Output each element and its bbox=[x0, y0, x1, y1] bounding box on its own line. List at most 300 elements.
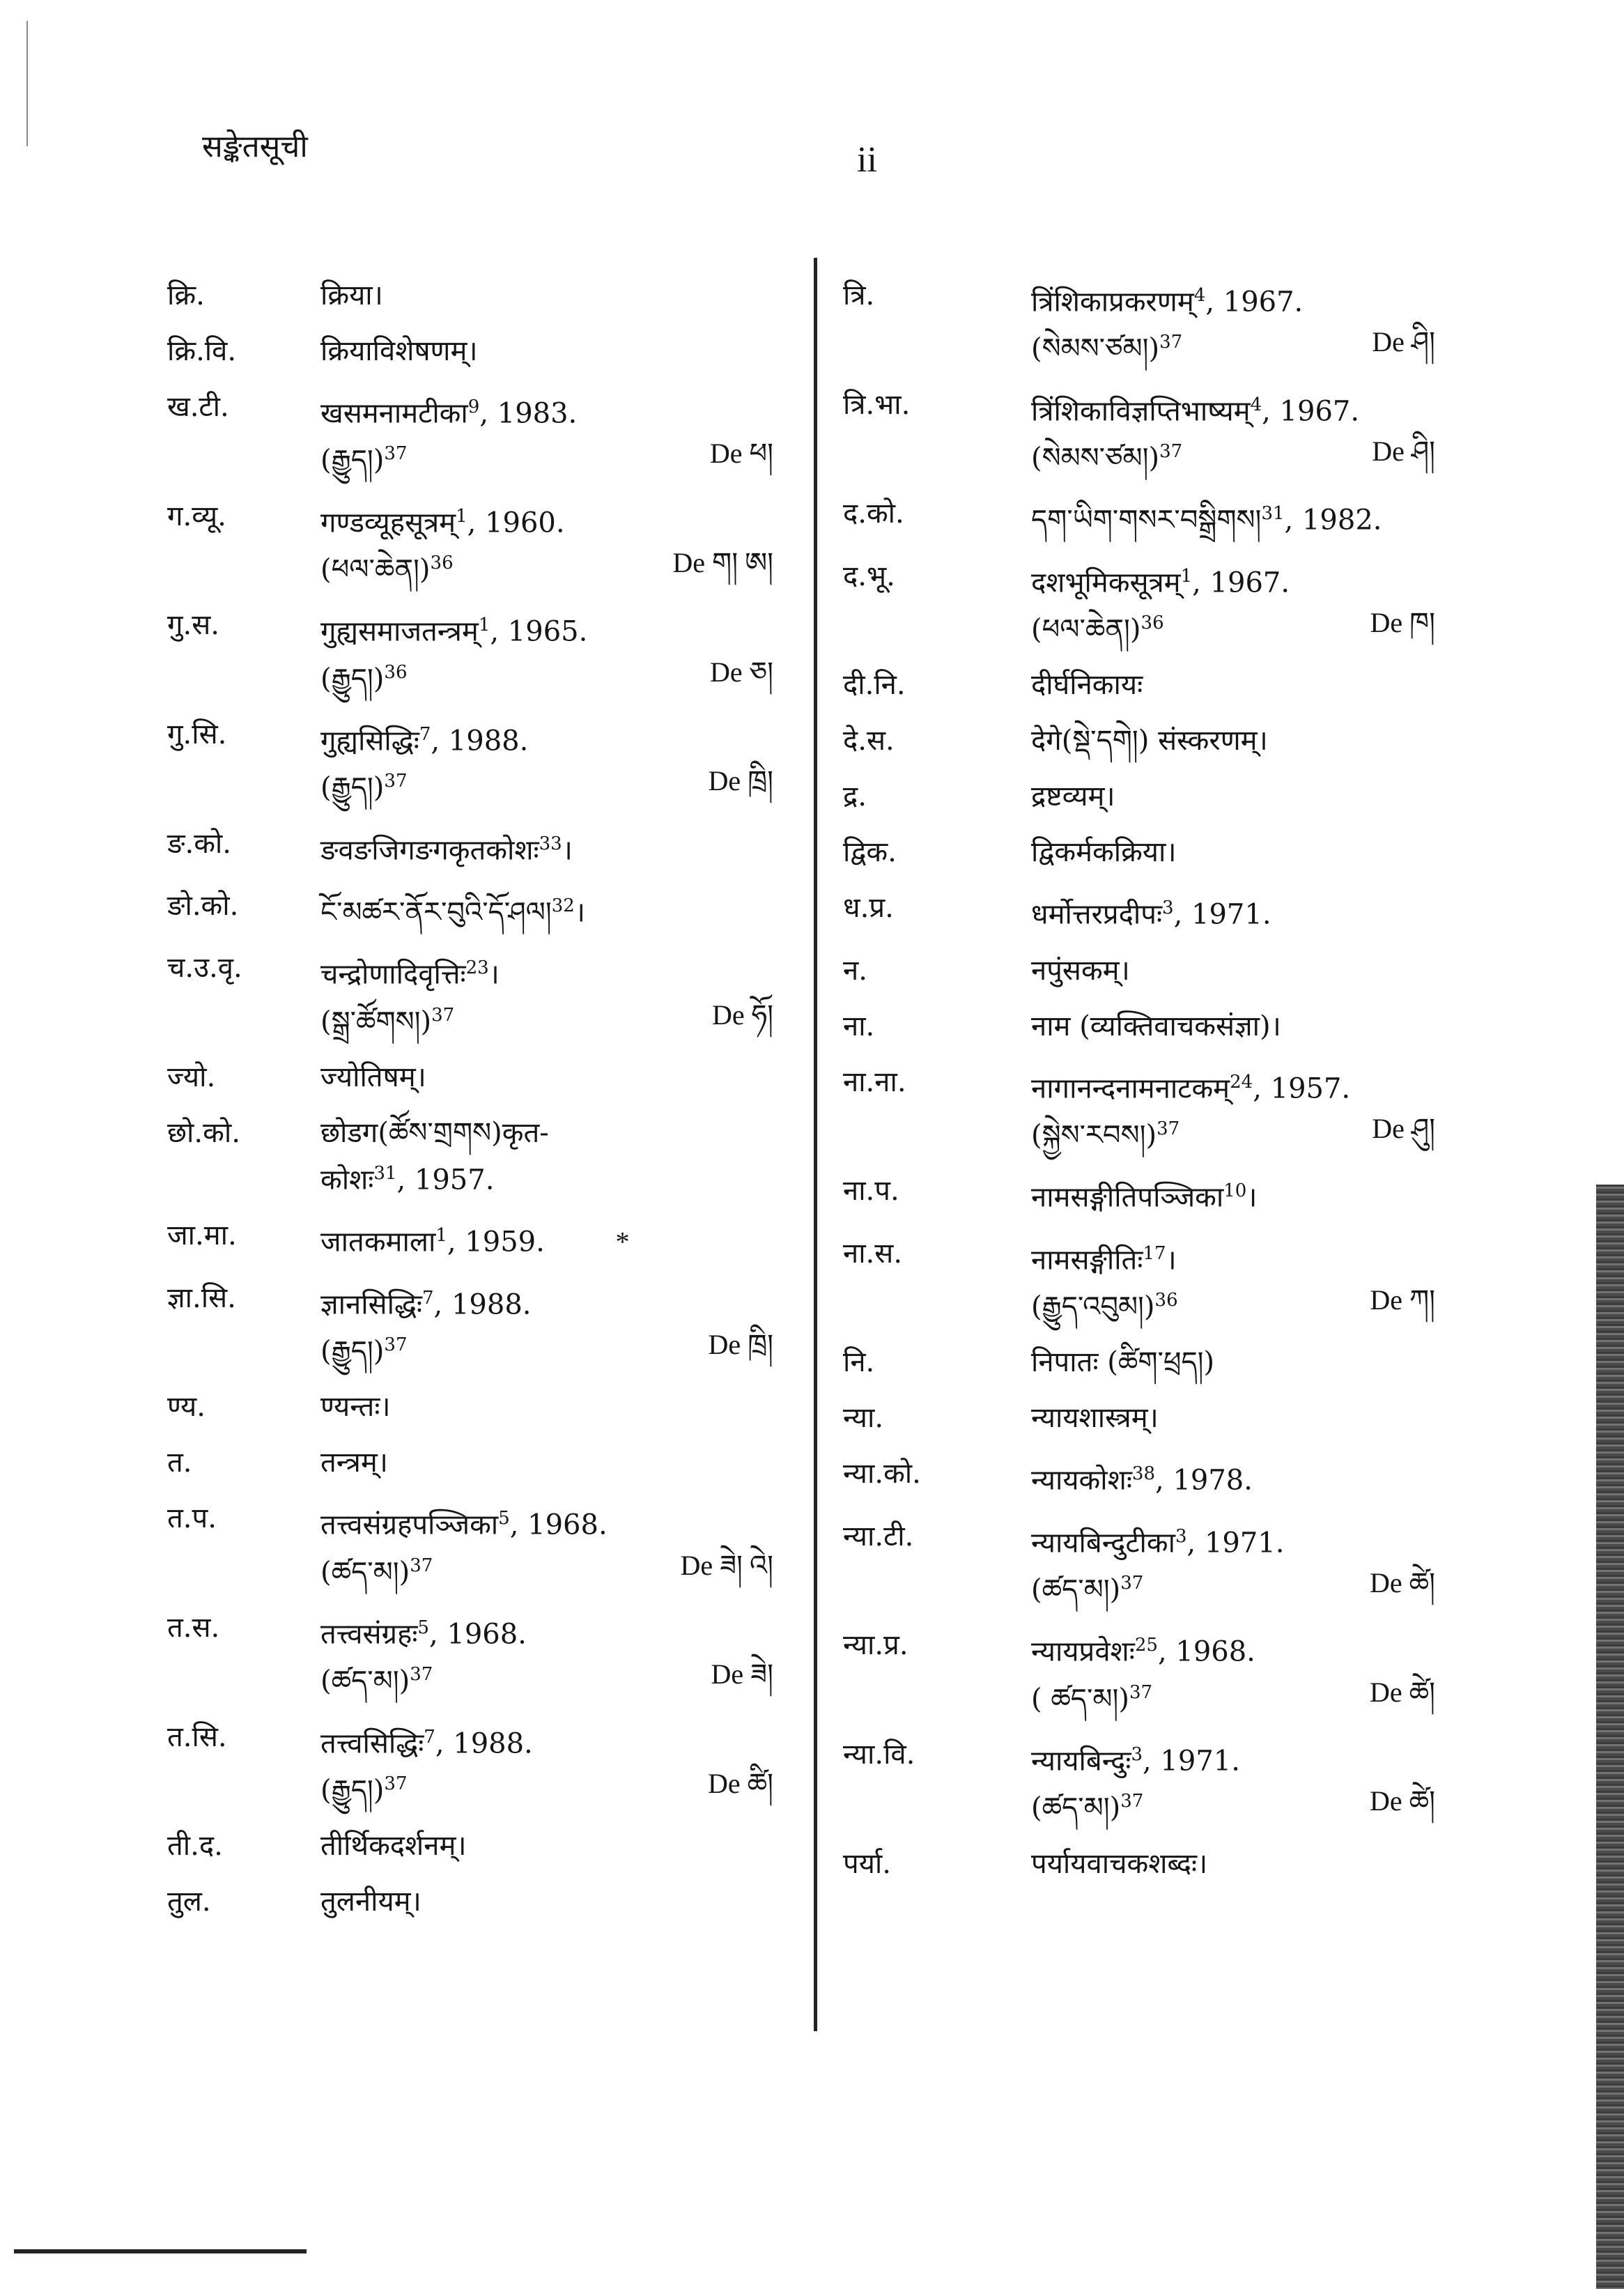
entry-text: དག་ཡིག་གསར་བསྒྲིགས། bbox=[1031, 504, 1262, 537]
tibetan-section-superscript: 37 bbox=[1120, 1791, 1144, 1812]
entry-body bbox=[1031, 665, 1456, 705]
entry-body bbox=[1031, 1516, 1456, 1610]
abbreviation-entry bbox=[167, 331, 794, 371]
tibetan-section bbox=[320, 652, 408, 699]
right-column bbox=[843, 275, 1456, 1899]
entry-abbreviation: न्या. bbox=[843, 1402, 884, 1435]
entry-superscript: 3 bbox=[1131, 1743, 1143, 1765]
entry-text: तुलनीयम्। bbox=[320, 1886, 422, 1918]
entry-body bbox=[1031, 1171, 1456, 1217]
tibetan-section-name: (རྒྱུད།) bbox=[320, 1335, 385, 1368]
entry-abbreviation: त. bbox=[167, 1447, 192, 1479]
entry-text: तत्त्वसिद्धिः bbox=[320, 1727, 424, 1759]
abbreviation-entry bbox=[167, 1881, 794, 1922]
entry-abbreviation: पर्या. bbox=[843, 1847, 891, 1880]
entry-text: देगे(སྡེ་དགེ།) संस्करणम्। bbox=[1031, 725, 1268, 757]
entry-reference-row bbox=[320, 1546, 794, 1592]
derge-reference: De ཁྲི། bbox=[708, 765, 773, 797]
entry-title bbox=[320, 605, 794, 652]
entry-text: ण्यन्तः। bbox=[320, 1391, 391, 1424]
abbreviation-entry bbox=[843, 275, 1456, 369]
tibetan-section bbox=[320, 1546, 433, 1592]
entry-abbreviation: न्या.प्र. bbox=[843, 1629, 908, 1662]
abbreviation-entry bbox=[167, 1498, 794, 1592]
entry-text: न्यायशास्त्रम्। bbox=[1031, 1402, 1159, 1435]
entry-body bbox=[320, 1215, 794, 1262]
abbreviation-entry bbox=[167, 1608, 794, 1702]
entry-suffix: , 1971. bbox=[1173, 898, 1271, 931]
entry-body bbox=[320, 1387, 794, 1427]
entry-superscript: 7 bbox=[424, 1726, 435, 1748]
entry-title bbox=[1031, 1342, 1456, 1382]
derge-reference: De ཤུ། bbox=[1372, 1112, 1435, 1144]
entry-superscript: 1 bbox=[435, 1225, 447, 1247]
abbreviation-entry bbox=[167, 1717, 794, 1811]
entry-body bbox=[1031, 1398, 1456, 1438]
entry-title bbox=[1031, 1454, 1456, 1500]
entry-body bbox=[1031, 1625, 1456, 1719]
entry-abbreviation: द्र. bbox=[843, 780, 867, 813]
entry-reference-row bbox=[1031, 1280, 1456, 1327]
entry-superscript: 32 bbox=[551, 895, 575, 916]
entry-superscript: 9 bbox=[467, 396, 480, 417]
entry-body bbox=[1031, 832, 1456, 872]
tibetan-section-superscript: 37 bbox=[1159, 332, 1183, 353]
entry-abbreviation: ध.प्र. bbox=[843, 892, 894, 925]
tibetan-section bbox=[1031, 1672, 1152, 1719]
entry-body bbox=[320, 331, 794, 371]
entry-title bbox=[1031, 1233, 1456, 1280]
entry-title bbox=[320, 275, 794, 316]
entry-title bbox=[320, 1113, 794, 1153]
entry-body bbox=[320, 496, 794, 590]
entry-body bbox=[1031, 1454, 1456, 1500]
entry-text: ངོ་མཚར་ནོར་བུའི་དོ་ཤལ། bbox=[320, 896, 552, 929]
tibetan-section-superscript: 37 bbox=[1120, 1572, 1144, 1594]
tibetan-section-superscript: 37 bbox=[410, 1664, 433, 1686]
entry-text: न्यायप्रवेशः bbox=[1031, 1635, 1135, 1668]
entry-suffix: , 1960. bbox=[467, 506, 565, 539]
entry-abbreviation: द.को. bbox=[843, 498, 904, 530]
entry-title bbox=[1031, 1062, 1456, 1109]
entry-suffix: , 1971. bbox=[1143, 1745, 1240, 1778]
abbreviation-entry bbox=[167, 387, 794, 481]
entry-abbreviation: त.प. bbox=[167, 1502, 217, 1535]
entry-reference-row bbox=[1031, 1781, 1456, 1828]
entry-abbreviation: द.भू. bbox=[843, 560, 895, 592]
abbreviation-entry bbox=[167, 1826, 794, 1866]
entry-abbreviation: ङ.को. bbox=[167, 827, 231, 860]
entry-suffix: , 1957. bbox=[396, 1164, 495, 1196]
abbreviation-entry bbox=[843, 1006, 1456, 1047]
entry-title bbox=[1031, 950, 1456, 991]
entry-title bbox=[1031, 776, 1456, 817]
derge-reference: De ཁ། bbox=[1370, 606, 1435, 638]
tibetan-section-superscript: 37 bbox=[1159, 440, 1183, 462]
entry-text: तन्त्रम्। bbox=[320, 1447, 388, 1479]
entry-text: ङवङजिगङगकृतकोशः bbox=[320, 833, 539, 866]
entry-superscript: 4 bbox=[1250, 394, 1262, 415]
entry-suffix: । bbox=[488, 958, 500, 991]
entry-body bbox=[320, 1608, 794, 1702]
entry-superscript: 25 bbox=[1134, 1635, 1158, 1656]
abbreviation-entry bbox=[167, 1215, 794, 1262]
derge-reference: De ཚེ། bbox=[1369, 1566, 1435, 1598]
entry-suffix: , 1988. bbox=[433, 1288, 532, 1320]
entry-superscript: 4 bbox=[1193, 285, 1206, 306]
entry-abbreviation: त्रि. bbox=[843, 279, 875, 311]
running-header: सङ्केतसूची bbox=[202, 129, 308, 164]
entry-text: ज्योतिषम्। bbox=[320, 1061, 426, 1093]
entry-text: न्यायबिन्दुः bbox=[1031, 1745, 1131, 1778]
abbreviation-entry bbox=[843, 950, 1456, 991]
entry-reference-row bbox=[320, 1654, 794, 1701]
entry-suffix: , 1965. bbox=[490, 615, 588, 648]
entry-reference-row bbox=[1031, 322, 1456, 369]
entry-body bbox=[320, 948, 794, 1042]
entry-text: खसमनामटीका bbox=[320, 397, 468, 430]
tibetan-section-superscript: 37 bbox=[431, 1004, 455, 1026]
entry-text: तीर्थिकदर्शनम्। bbox=[320, 1830, 467, 1863]
entry-abbreviation: न्या.टी. bbox=[843, 1520, 914, 1552]
tibetan-section bbox=[320, 1764, 408, 1810]
entry-abbreviation: ज्यो. bbox=[167, 1061, 216, 1093]
entry-abbreviation: ण्य. bbox=[167, 1391, 206, 1424]
derge-reference: De ཅ། bbox=[710, 656, 773, 688]
entry-abbreviation: द्विक. bbox=[843, 836, 897, 869]
entry-body bbox=[320, 1717, 794, 1811]
entry-text: गुह्यसमाजतन्त्रम् bbox=[320, 615, 479, 648]
entry-suffix: , 1978. bbox=[1155, 1464, 1253, 1497]
abbreviation-entry bbox=[843, 1233, 1456, 1327]
entry-superscript: 7 bbox=[419, 723, 431, 745]
entry-title bbox=[320, 886, 794, 932]
abbreviation-entry bbox=[843, 493, 1456, 540]
entry-body bbox=[1031, 776, 1456, 817]
tibetan-section bbox=[1031, 322, 1182, 369]
entry-superscript: 31 bbox=[373, 1162, 397, 1184]
abbreviation-entry bbox=[843, 1342, 1456, 1382]
entry-title bbox=[320, 714, 794, 761]
entry-superscript: 5 bbox=[498, 1508, 510, 1529]
entry-suffix: , 1957. bbox=[1253, 1072, 1351, 1104]
entry-title bbox=[1031, 832, 1456, 872]
abbreviation-entry bbox=[167, 605, 794, 699]
tibetan-section-name: (ཕལ་ཆེན།) bbox=[320, 553, 431, 586]
entry-abbreviation: ख.टी. bbox=[167, 391, 229, 423]
column-divider bbox=[814, 258, 817, 2031]
entry-body bbox=[1031, 1233, 1456, 1327]
entry-title bbox=[1031, 1398, 1456, 1438]
entry-body bbox=[320, 275, 794, 316]
derge-reference: De ཚི། bbox=[707, 1767, 773, 1799]
entry-superscript: 1 bbox=[1180, 565, 1193, 587]
entry-suffix: , 1982. bbox=[1284, 504, 1382, 537]
tibetan-section bbox=[320, 761, 408, 808]
entry-abbreviation: ना. bbox=[843, 1010, 875, 1042]
entry-body bbox=[320, 605, 794, 699]
entry-abbreviation: गु.स. bbox=[167, 609, 219, 642]
entry-abbreviation: ना.ना. bbox=[843, 1065, 906, 1098]
derge-reference: De ཀ། bbox=[1370, 1284, 1435, 1316]
entry-title-continued bbox=[320, 1153, 794, 1200]
entry-reference-row bbox=[320, 995, 794, 1042]
tibetan-section-name: (རྒྱུད་འབུམ།) bbox=[1031, 1290, 1155, 1323]
entry-text: न्यायकोशः bbox=[1031, 1464, 1132, 1497]
entry-body bbox=[1031, 720, 1456, 761]
entry-abbreviation: ना.स. bbox=[843, 1237, 903, 1270]
derge-reference: De ག། ཨ། bbox=[672, 546, 773, 578]
entry-suffix: , 1967. bbox=[1262, 394, 1360, 427]
entry-reference-row bbox=[1031, 1563, 1456, 1610]
derge-reference: De ཁྲི། bbox=[708, 1328, 773, 1360]
entry-title bbox=[1031, 1516, 1456, 1563]
entry-marker: * bbox=[615, 1226, 630, 1258]
entry-body bbox=[320, 1498, 794, 1592]
tibetan-section-name: (སེམས་ཙམ།) bbox=[1031, 442, 1160, 475]
entry-abbreviation: त्रि.भा. bbox=[843, 388, 911, 421]
entry-superscript: 7 bbox=[422, 1287, 434, 1309]
tibetan-section-name: (ཕལ་ཆེན།) bbox=[1031, 613, 1141, 646]
entry-suffix: , 1988. bbox=[435, 1727, 533, 1759]
entry-body bbox=[1031, 1844, 1456, 1884]
entry-abbreviation: ती.द. bbox=[167, 1830, 223, 1863]
entry-body bbox=[1031, 950, 1456, 991]
entry-title bbox=[1031, 1006, 1456, 1047]
entry-title bbox=[320, 1826, 794, 1866]
entry-reference-row bbox=[320, 1325, 794, 1371]
derge-reference: De ཟེ། bbox=[711, 1658, 773, 1690]
tibetan-section bbox=[320, 433, 408, 480]
abbreviation-entry bbox=[843, 556, 1456, 650]
entry-text: नामसङ्गीतिपञ्जिका bbox=[1031, 1181, 1224, 1214]
entry-title bbox=[320, 1881, 794, 1922]
entry-superscript: 3 bbox=[1162, 897, 1174, 919]
entry-suffix: । bbox=[1246, 1181, 1258, 1214]
derge-reference: De ཚེ། bbox=[1369, 1785, 1435, 1817]
entry-suffix: , 1968. bbox=[509, 1509, 608, 1541]
entry-text: त्रिंशिकाविज्ञप्तिभाष्यम् bbox=[1031, 394, 1251, 427]
entry-text: तत्त्वसंग्रहः bbox=[320, 1618, 418, 1651]
tibetan-section bbox=[1031, 1280, 1178, 1327]
entry-title bbox=[1031, 275, 1456, 322]
entry-reference-row bbox=[320, 652, 794, 699]
entry-text: चन्द्रोणादिवृत्तिः bbox=[320, 958, 466, 991]
abbreviation-entry bbox=[843, 1516, 1456, 1610]
entry-title bbox=[320, 1278, 794, 1325]
entry-reference-row bbox=[1031, 431, 1456, 478]
entry-body bbox=[1031, 1062, 1456, 1156]
abbreviation-entry bbox=[167, 1113, 794, 1200]
entry-title bbox=[320, 1215, 794, 1262]
entry-body bbox=[320, 1442, 794, 1483]
abbreviation-entry bbox=[843, 1062, 1456, 1156]
entry-abbreviation: दी.नि. bbox=[843, 669, 906, 702]
abbreviation-entry bbox=[167, 496, 794, 590]
entry-title bbox=[1031, 1171, 1456, 1217]
entry-title bbox=[320, 1387, 794, 1427]
abbreviation-entry bbox=[843, 1454, 1456, 1500]
tibetan-section-name: (སེམས་ཙམ།) bbox=[1031, 332, 1160, 365]
entry-abbreviation: नि. bbox=[843, 1346, 875, 1379]
tibetan-section-superscript: 36 bbox=[1154, 1289, 1178, 1311]
entry-suffix: , 1967. bbox=[1205, 286, 1304, 318]
entry-superscript: 3 bbox=[1175, 1525, 1187, 1547]
entry-abbreviation: त.स. bbox=[167, 1611, 220, 1644]
abbreviation-entry bbox=[843, 1844, 1456, 1884]
entry-superscript: 1 bbox=[478, 615, 490, 636]
entry-body bbox=[1031, 493, 1456, 540]
abbreviation-entry bbox=[167, 824, 794, 870]
entry-body bbox=[1031, 1342, 1456, 1382]
entry-suffix: , 1967. bbox=[1192, 566, 1290, 599]
entry-title bbox=[320, 496, 794, 543]
entry-text: दीर्घनिकायः bbox=[1031, 669, 1143, 702]
entry-text: नाम (व्यक्तिवाचकसंज्ञा)। bbox=[1031, 1010, 1281, 1042]
entry-abbreviation: न्या.को. bbox=[843, 1458, 921, 1490]
derge-reference: De ཕ། bbox=[709, 438, 773, 470]
entry-title bbox=[320, 1717, 794, 1764]
entry-superscript: 31 bbox=[1261, 503, 1285, 525]
tibetan-section-name: (རྒྱུད།) bbox=[320, 1774, 385, 1807]
tibetan-section-name: (སྒྲ་ཚོགས།) bbox=[320, 1005, 432, 1038]
entry-superscript: 33 bbox=[539, 833, 562, 854]
entry-abbreviation: न. bbox=[843, 954, 867, 987]
entry-abbreviation: त.सि. bbox=[167, 1720, 227, 1753]
entry-title bbox=[1031, 888, 1456, 934]
entry-body bbox=[320, 1113, 794, 1200]
abbreviation-entry bbox=[167, 1387, 794, 1427]
entry-abbreviation: क्रि. bbox=[167, 279, 205, 311]
entry-text: तत्त्वसंग्रहपञ्जिका bbox=[320, 1509, 499, 1541]
abbreviation-entry bbox=[843, 385, 1456, 479]
entry-suffix: , 1983. bbox=[479, 397, 578, 430]
entry-text: नपुंसकम्। bbox=[1031, 954, 1130, 987]
entry-abbreviation: च.उ.वृ. bbox=[167, 952, 242, 985]
entry-text: गण्डव्यूहसूत्रम् bbox=[320, 506, 456, 539]
entry-text: द्रष्टव्यम्। bbox=[1031, 780, 1115, 813]
entry-text: धर्मोत्तरप्रदीपः bbox=[1031, 898, 1163, 931]
entry-body bbox=[320, 387, 794, 481]
entry-superscript: 5 bbox=[417, 1617, 429, 1638]
abbreviation-entry bbox=[843, 888, 1456, 934]
entry-suffix: , 1971. bbox=[1186, 1526, 1285, 1559]
entry-text: छोडग(ཚོས་གྲགས)कृत- bbox=[320, 1116, 549, 1149]
entry-body bbox=[1031, 1734, 1456, 1828]
entry-suffix: , 1988. bbox=[431, 725, 529, 757]
entry-text-continued: कोशः bbox=[320, 1164, 374, 1196]
tibetan-section-superscript: 37 bbox=[1129, 1681, 1153, 1703]
entry-superscript: 1 bbox=[456, 505, 467, 527]
entry-text: निपातः (ཚིག་ཕྲད།) bbox=[1031, 1346, 1215, 1379]
tibetan-section bbox=[1031, 1109, 1180, 1155]
entry-reference-row bbox=[1031, 1109, 1456, 1155]
entry-body bbox=[320, 1881, 794, 1922]
abbreviation-entry bbox=[843, 832, 1456, 872]
entry-reference-row bbox=[320, 1764, 794, 1810]
entry-title bbox=[320, 1608, 794, 1654]
tibetan-section bbox=[320, 1325, 408, 1371]
tibetan-section-name: (རྒྱུད།) bbox=[320, 771, 385, 804]
derge-reference: De ཤི། bbox=[1372, 326, 1435, 358]
scan-edge-shadow bbox=[1596, 1185, 1624, 2289]
entry-reference-row bbox=[1031, 603, 1456, 649]
entry-title bbox=[1031, 1625, 1456, 1672]
entry-title bbox=[1031, 493, 1456, 540]
abbreviation-entry bbox=[167, 275, 794, 316]
tibetan-section bbox=[320, 1654, 433, 1701]
tibetan-section bbox=[1031, 1563, 1143, 1610]
entry-title bbox=[320, 1057, 794, 1097]
abbreviation-entry bbox=[843, 665, 1456, 705]
entry-abbreviation: ना.प. bbox=[843, 1175, 899, 1208]
entry-suffix: । bbox=[1166, 1243, 1177, 1276]
tibetan-section bbox=[1031, 1781, 1143, 1828]
abbreviation-entry bbox=[167, 886, 794, 932]
entry-title bbox=[1031, 720, 1456, 761]
entry-suffix: । bbox=[562, 833, 573, 866]
tibetan-section-superscript: 37 bbox=[1157, 1118, 1180, 1139]
entry-abbreviation: न्या.वि. bbox=[843, 1738, 915, 1771]
tibetan-section-name: ( ཚད་མ།) bbox=[1031, 1682, 1129, 1715]
abbreviation-entry bbox=[167, 1057, 794, 1097]
entry-title bbox=[1031, 385, 1456, 431]
entry-body bbox=[320, 1278, 794, 1372]
entry-abbreviation: ग.व्यू. bbox=[167, 500, 226, 532]
derge-reference: De ཧོ། bbox=[711, 999, 773, 1031]
tibetan-section-superscript: 36 bbox=[430, 552, 454, 573]
tibetan-section bbox=[320, 995, 454, 1042]
entry-text: पर्यायवाचकशब्दः। bbox=[1031, 1847, 1208, 1880]
page-number: ii bbox=[857, 140, 877, 180]
entry-body bbox=[1031, 385, 1456, 479]
entry-text: क्रियाविशेषणम्। bbox=[320, 335, 478, 367]
entry-title bbox=[320, 948, 794, 994]
entry-title bbox=[320, 387, 794, 433]
entry-text: गुह्यसिद्धिः bbox=[320, 725, 419, 757]
abbreviation-entry bbox=[843, 1625, 1456, 1719]
tibetan-section-name: (ཚད་མ།) bbox=[1031, 1573, 1121, 1606]
tibetan-section-name: (ཚད་མ།) bbox=[1031, 1791, 1121, 1824]
tibetan-section-superscript: 37 bbox=[384, 1334, 408, 1355]
entry-superscript: 17 bbox=[1143, 1242, 1166, 1264]
entry-title bbox=[320, 1442, 794, 1483]
entry-reference-row bbox=[320, 543, 794, 589]
entry-reference-row bbox=[320, 761, 794, 808]
tibetan-section-name: (སྐྱེས་རབས།) bbox=[1031, 1119, 1157, 1152]
entry-reference-row bbox=[1031, 1672, 1456, 1719]
tibetan-section bbox=[320, 543, 454, 589]
entry-text: क्रिया। bbox=[320, 279, 383, 311]
entry-body bbox=[320, 824, 794, 870]
entry-title bbox=[320, 1498, 794, 1545]
entry-superscript: 23 bbox=[465, 957, 489, 979]
entry-abbreviation: छो.को. bbox=[167, 1116, 240, 1149]
tibetan-section-superscript: 37 bbox=[410, 1555, 433, 1576]
tibetan-section-superscript: 37 bbox=[384, 1773, 408, 1794]
entry-suffix: , 1959. bbox=[447, 1226, 545, 1258]
entry-title bbox=[1031, 665, 1456, 705]
entry-title bbox=[1031, 1844, 1456, 1884]
tibetan-section-superscript: 37 bbox=[384, 771, 408, 792]
derge-reference: De ཟེ། འེ། bbox=[680, 1549, 773, 1581]
entry-superscript: 10 bbox=[1223, 1180, 1247, 1202]
left-column bbox=[167, 275, 794, 1937]
entry-abbreviation: क्रि.वि. bbox=[167, 335, 237, 367]
entry-superscript: 24 bbox=[1230, 1071, 1253, 1093]
entry-abbreviation: जा.मा. bbox=[167, 1219, 237, 1252]
entry-body bbox=[1031, 556, 1456, 650]
